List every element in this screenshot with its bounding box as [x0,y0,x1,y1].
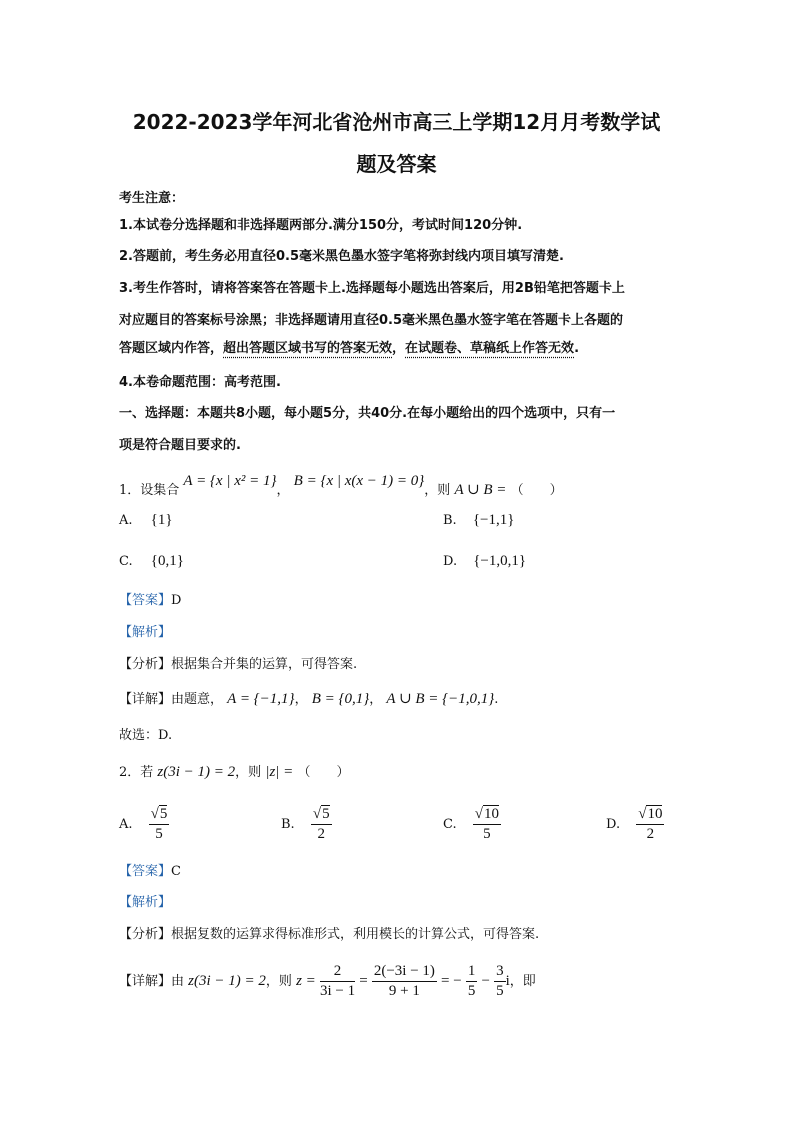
fraction-denominator: 5 [467,983,476,999]
detail-z: z = [296,973,316,989]
notice-item-3-line2: 对应题目的答案标号涂黑；非选择题请用直径0.5毫米黑色墨水签字笔在答题卡上各题的 [119,313,624,328]
notice-text: 答题区域内作答， [119,341,224,356]
notice-emphasis-1: 超出答题区域书写的答案无效 [223,341,393,356]
detail-prefix: 由 [171,974,185,989]
notice-item-2: 2.答题前，考生务必用直径0.5毫米黑色墨水签字笔将弥封线内项目填写清楚. [119,249,564,264]
notice-text: . [574,341,580,356]
option-fraction: $\frac{√5}{5}$ [150,806,168,842]
q2-option-d [606,805,664,844]
fraction-numerator: 3 [494,962,506,982]
q1-analysis-label [119,624,171,642]
fraction-numerator: 10 [484,806,499,822]
detail-imaginary-unit: i [505,973,510,989]
fenxi-text: 根据集合并集的运算，可得答案. [171,657,358,672]
q2-fenxi [119,926,539,944]
q2-condition: z(3i − 1) = 2 [157,764,236,780]
notice-heading: 考生注意： [119,191,185,206]
option-label: A. [119,513,133,528]
q1-sep: ， [276,483,290,498]
analysis-label: 【解析】 [119,895,172,910]
detail-sep: ， [294,692,308,707]
q1-stem [119,473,563,500]
q1-answer [119,592,181,610]
q2-detail [119,960,536,1003]
q1-answer-paren: （ ） [510,483,563,498]
q1-set-b: B = {x | x(x − 1) = 0} [293,473,425,489]
notice-emphasis-2: 在试题卷、草稿纸上作答无效 [405,341,575,356]
q1-conclusion: 故选：D. [119,728,173,743]
notice-item-4: 4.本卷命题范围：高考范围. [119,375,281,390]
option-label: D. [606,817,621,832]
detail-sep: ， [369,692,383,707]
fraction-numerator: 1 [466,962,478,982]
detail-tail: ，即 [509,974,536,989]
option-label: C. [119,554,133,569]
q1-fenxi [119,656,357,674]
notice-text: ， [392,341,406,356]
q1-detail [119,690,498,709]
fraction-denominator: 2 [646,826,655,842]
fenxi-label: 【分析】 [119,927,172,942]
detail-prefix: 由题意， [171,692,224,707]
notice-item-1: 1.本试卷分选择题和非选择题两部分.满分150分，考试时间120分钟. [119,218,523,233]
option-label: C. [443,817,457,832]
answer-value: D [171,593,182,608]
option-label: A. [119,817,133,832]
option-fraction: $\frac{√10}{5}$ [474,806,499,842]
q2-answer [119,863,181,881]
q2-modulus-expr: |z| = [265,764,294,780]
fenxi-text: 根据复数的运算求得标准形式，利用模长的计算公式，可得答案. [171,927,540,942]
option-fraction: $\frac{√10}{2}$ [638,806,663,842]
q1-prefix: 1．设集合 [119,483,180,498]
fenxi-label: 【分析】 [119,657,172,672]
fraction-denominator: 9 + 1 [388,983,420,999]
detail-fraction-4 [494,962,506,1001]
detail-equals-minus: = − [441,973,462,989]
fraction-numerator: 5 [159,806,168,822]
detail-condition: z(3i − 1) = 2 [188,973,266,989]
answer-value: C [171,864,181,879]
detail-minus: − [481,973,490,989]
q1-option-c [119,553,184,570]
option-value: {−1,1} [472,512,515,528]
q1-option-d [443,553,526,570]
option-value: {−1,0,1} [473,553,527,569]
fraction-numerator: 2 [320,962,355,982]
detail-union: A ∪ B = {−1,0,1} [386,691,495,707]
option-value: {1} [150,512,173,528]
fraction-numerator: 5 [322,806,330,822]
detail-end: . [494,692,499,707]
q2-analysis-label [119,894,171,912]
fraction-denominator: 5 [155,826,163,842]
detail-set-a: A = {−1,1} [227,691,295,707]
document-title-line2: 题及答案 [356,152,437,176]
option-fraction: $\frac{√5}{2}$ [312,806,330,842]
q2-answer-paren: （ ） [297,765,350,780]
option-label: B. [443,513,457,528]
analysis-label: 【解析】 [119,625,172,640]
detail-fraction-3 [466,962,478,1001]
q1-union-expr: A ∪ B = [454,482,507,498]
q1-then: ，则 [424,483,451,498]
detail-then: ，则 [265,974,292,989]
fraction-denominator: 5 [483,826,491,842]
option-label: B. [281,817,295,832]
detail-label: 【详解】 [119,974,172,989]
detail-set-b: B = {0,1} [311,691,370,707]
section-heading-line1: 一、选择题：本题共8小题，每小题5分，共40分.在每小题给出的四个选项中，只有一 [119,406,616,421]
q1-option-b [443,512,514,529]
answer-label: 【答案】 [119,593,172,608]
detail-fraction-2 [372,962,437,1001]
q2-option-a [119,805,169,844]
detail-label: 【详解】 [119,692,172,707]
q2-option-b [281,805,332,844]
notice-item-3-line1: 3.考生作答时，请将答案答在答题卡上.选择题每小题选出答案后，用2B铅笔把答题卡上 [119,281,625,296]
fraction-numerator: 10 [647,806,663,822]
fraction-denominator: 3i − 1 [319,983,356,999]
q1-option-a [119,512,173,529]
section-heading-line2: 项是符合题目要求的. [119,438,241,453]
q1-set-a: A = {x | x² = 1} [183,473,277,489]
detail-equals: = [359,973,368,989]
detail-fraction-1 [320,962,355,1001]
q2-then: ，则 [235,765,262,780]
fraction-numerator: 2(−3i − 1) [372,962,437,982]
q2-stem [119,763,349,782]
fraction-denominator: 5 [496,983,504,999]
option-label: D. [443,554,458,569]
option-value: {0,1} [150,553,184,569]
answer-label: 【答案】 [119,864,172,879]
document-title-line1: 2022-2023学年河北省沧州市高三上学期12月月考数学试 [132,110,661,134]
fraction-denominator: 2 [317,826,325,842]
q2-prefix: 2．若 [119,765,154,780]
notice-item-3-line3 [119,340,579,358]
q2-option-c [443,805,501,844]
